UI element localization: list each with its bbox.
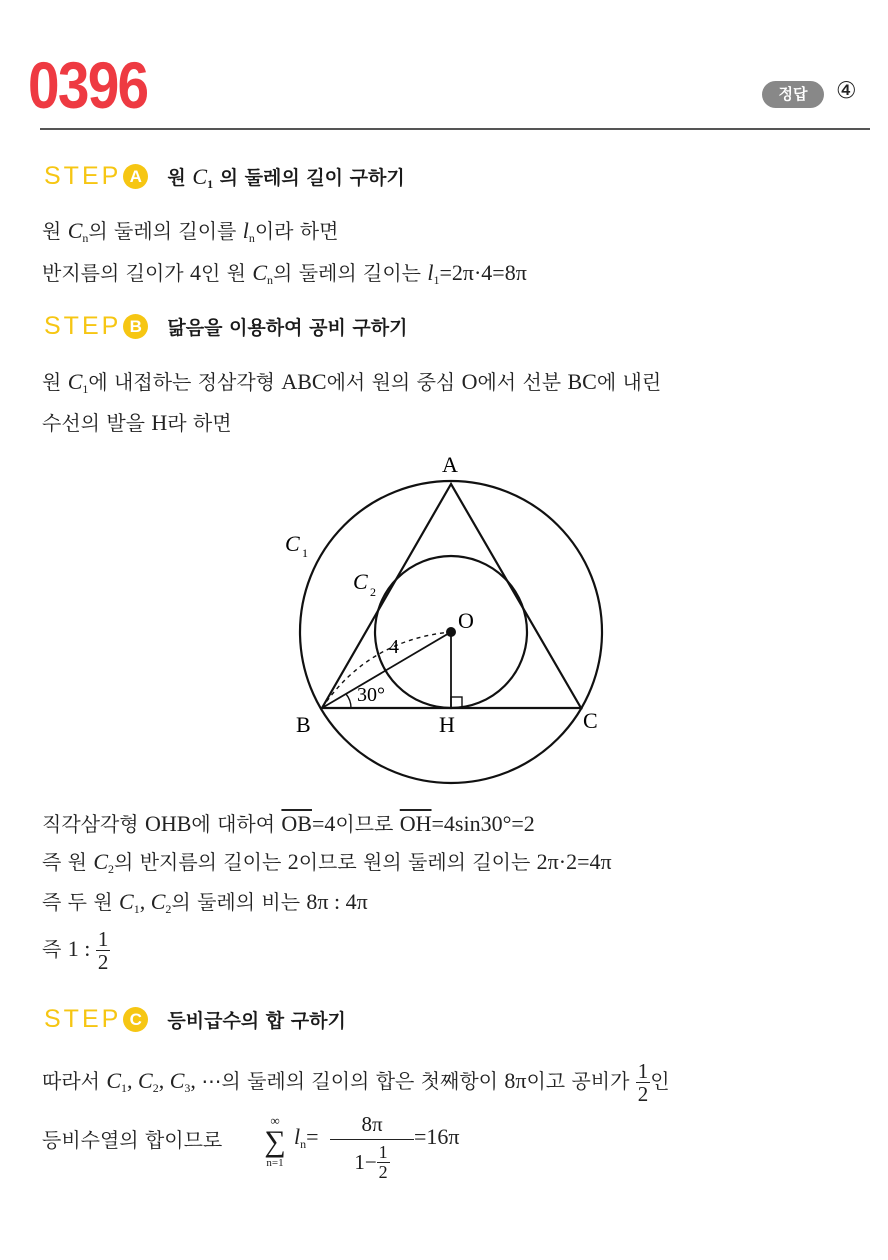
fraction-ratio: $\frac{1}{2}$: [637, 1059, 649, 1107]
sum-fraction: 8π 1− $\frac{1}{2}$: [330, 1112, 414, 1182]
label-h: H: [439, 712, 455, 737]
step-letter-badge: C: [123, 1007, 148, 1032]
step-c-heading: [44, 1005, 346, 1034]
label-c1-sub: 1: [302, 546, 308, 560]
sum-result: =16π: [414, 1124, 460, 1149]
step-label: STEP: [44, 312, 122, 340]
step-b-line-2: 수선의 발을 H라 하면: [42, 410, 232, 435]
step-label: STEP: [44, 1005, 122, 1033]
step-b-line-4: 즉 원 $C_2$의 반지름의 길이는 2이므로 원의 둘레의 길이는 2π·2=4π: [42, 849, 612, 876]
answer-badge: 정답: [762, 81, 824, 108]
step-b-line-1: 원 $C_1$에 내접하는 정삼각형 ABC에서 원의 중심 O에서 선분 BC에 내린: [42, 369, 662, 396]
angle-arc: [346, 694, 351, 708]
step-b-line-5: 즉 두 원 $C_1$, $C_2$의 둘레의 비는 8π : 4π: [42, 889, 368, 916]
answer-value: ④: [836, 78, 857, 104]
step-b-line-6: 즉 1 : $\frac{1}{2}$: [42, 927, 109, 975]
problem-number: 0396: [28, 48, 148, 122]
step-c-line-1: 따라서 $C_1$, $C_2$, $C_3$, ⋯의 둘레의 길이의 합은 첫째항이 8π이고 공비가 $\frac{1}{2}$ 인: [42, 1059, 670, 1107]
step-c-line-2: 등비수열의 합이므로: [42, 1128, 223, 1152]
label-c: C: [583, 708, 598, 733]
label-o: O: [458, 608, 474, 633]
step-a-line-2: 반지름의 길이가 4인 원 $C_n$의 둘레의 길이는 $l_1=2\pi\cdot 4=8\pi$: [42, 260, 527, 287]
label-angle: 30°: [357, 684, 385, 706]
fraction-one-half: $\frac{1}{2}$: [97, 927, 109, 975]
step-title: 등비급수의 합 구하기: [167, 1010, 346, 1032]
label-radius: 4: [389, 636, 399, 658]
sum-term: $l_n=$: [294, 1124, 319, 1151]
step-title: 원 $C_1$ 의 둘레의 길이 구하기: [167, 164, 405, 191]
step-letter-badge: B: [123, 314, 148, 339]
step-b-heading: [44, 312, 407, 341]
step-a-line-1: 원 $C_n$의 둘레의 길이를 $l_n$이라 하면: [42, 218, 339, 245]
step-a-heading: [44, 162, 405, 192]
step-letter-badge: A: [123, 164, 148, 189]
label-c1: C: [285, 531, 300, 556]
sum-symbol: ∞ ∑ n=1: [264, 1113, 286, 1169]
label-c2-sub: 2: [370, 585, 376, 599]
step-title: 닮음을 이용하여 공비 구하기: [167, 317, 408, 339]
step-b-line-3: 직각삼각형 OHB에 대하여 $\overline{OB}=4$이므로 $\overline{OH}=4\sin 30^\circ=2$: [42, 811, 535, 836]
step-label: STEP: [44, 162, 122, 190]
geometry-figure: [250, 440, 670, 810]
center-point: [446, 627, 456, 637]
header-divider: [40, 128, 870, 130]
label-a: A: [442, 452, 458, 477]
label-b: B: [296, 712, 311, 737]
label-c2: C: [353, 569, 368, 594]
segment-ob: [322, 632, 451, 708]
